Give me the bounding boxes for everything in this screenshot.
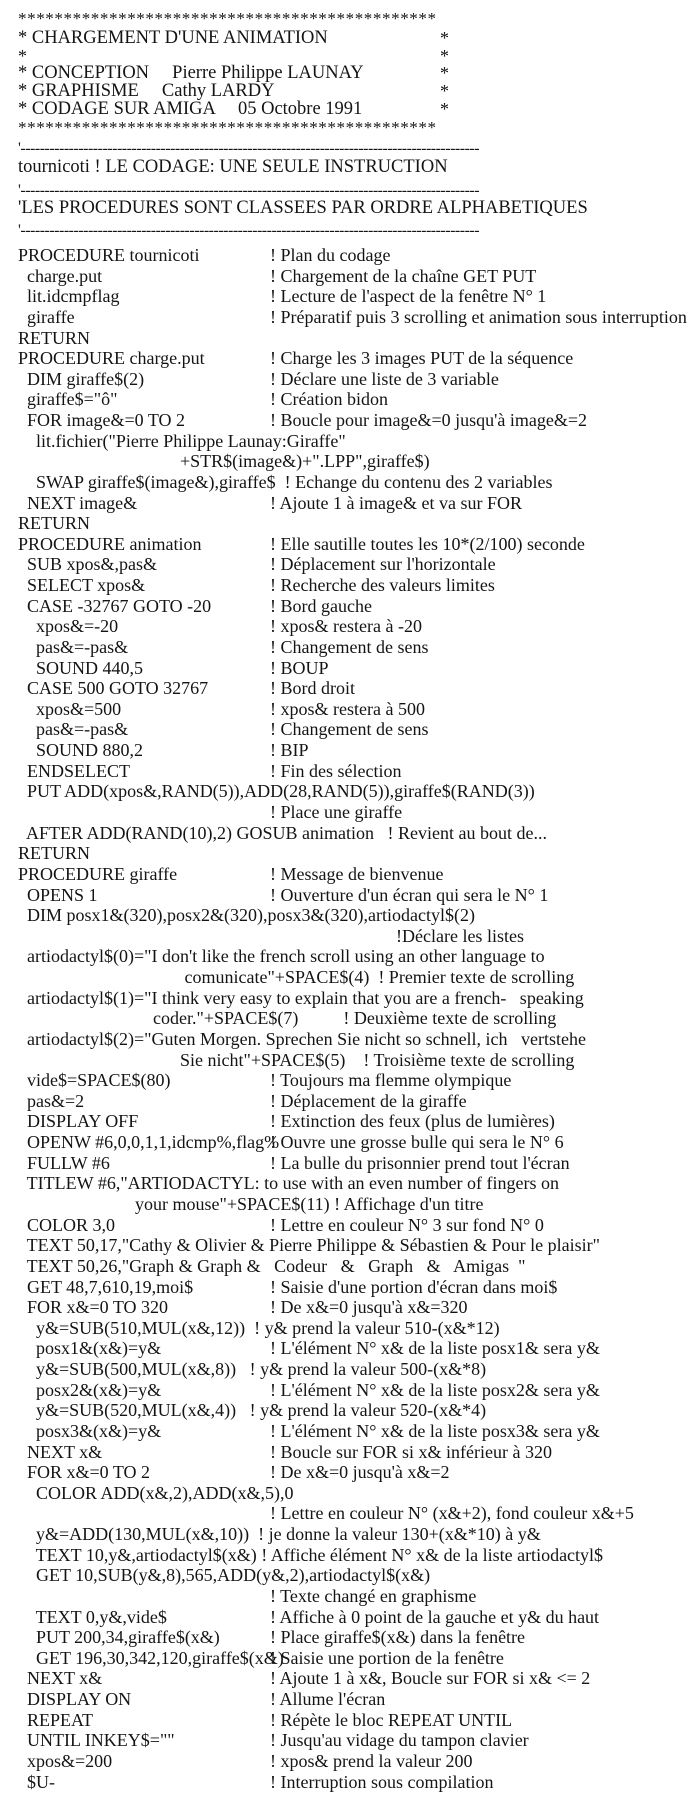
code-comment: ! Saisie une portion de la fenêtre: [270, 1647, 504, 1668]
code-comment: ! Création bidon: [270, 389, 388, 410]
code-text: FOR x&=0 TO 320: [18, 1297, 169, 1318]
code-comment: ! De x&=0 jusqu'à x&=320: [270, 1297, 468, 1318]
code-comment: ! Boucle sur FOR si x& inférieur à 320: [270, 1441, 552, 1462]
code-text: FOR image&=0 TO 2: [18, 410, 185, 431]
code-comment: ! Charge les 3 images PUT de la séquence: [270, 348, 574, 369]
code-comment: ! Ajoute 1 à x&, Boucle sur FOR si x& <= 2: [270, 1668, 591, 1689]
code-text: RETURN: [18, 843, 90, 864]
code-comment: ! BOUP: [270, 657, 329, 678]
code-text: y&=SUB(520,MUL(x&,4)) ! y& prend la valeur 520-(x&*4): [18, 1400, 487, 1421]
code-comment: ! Boucle pour image&=0 jusqu'à image&=2: [270, 410, 587, 431]
code-text: FOR x&=0 TO 2: [18, 1462, 151, 1483]
code-comment: ! Texte changé en graphisme: [270, 1585, 477, 1606]
code-comment: ! Déplacement de la giraffe: [270, 1090, 467, 1111]
code-text: NEXT image&: [18, 492, 138, 513]
code-text: ENDSELECT: [18, 760, 130, 781]
header-conception: * CONCEPTION Pierre Philippe LAUNAY: [18, 63, 364, 83]
code-comment: ! Chargement de la chaîne GET PUT: [270, 265, 537, 286]
header-codage: * CODAGE SUR AMIGA 05 Octobre 1991: [18, 99, 363, 119]
code-text: lit.idcmpflag: [18, 286, 120, 307]
code-text: pas&=2: [18, 1090, 85, 1111]
code-comment: ! L'élément N° x& de la liste posx3& sera y&: [270, 1420, 600, 1441]
code-text: y&=ADD(130,MUL(x&,10)) ! je donne la valeur 130+(x&*10) à y&: [18, 1524, 541, 1545]
code-comment: ! Ouverture d'un écran qui sera le N° 1: [270, 884, 549, 905]
separator-2: '-----------------------------------------------------------------------------------------------: [18, 182, 480, 199]
code-text: NEXT x&: [18, 1668, 103, 1689]
code-comment: ! Place une giraffe: [270, 802, 403, 822]
code-text: DIM posx1&(320),posx2&(320),posx3&(320),artiodactyl$(2): [18, 905, 475, 926]
code-text: y&=SUB(510,MUL(x&,12)) ! y& prend la valeur 510-(x&*12): [18, 1317, 500, 1338]
code-text: FULLW #6: [18, 1152, 110, 1173]
header-star-right-4: *: [440, 81, 449, 101]
code-comment: ! L'élément N° x& de la liste posx1& sera y&: [270, 1338, 600, 1359]
code-text: artiodactyl$(2)="Guten Morgen. Sprechen Sie nicht so schnell, ich vertstehe: [18, 1028, 587, 1049]
header-stars-bottom: **********************************************: [18, 118, 437, 137]
header-star-right-3: *: [440, 63, 449, 83]
code-text: PROCEDURE charge.put: [18, 348, 205, 369]
code-text: GET 48,7,610,19,moi$: [18, 1276, 194, 1297]
code-text: CASE -32767 GOTO -20: [18, 595, 212, 616]
code-comment: ! Lettre en couleur N° (x&+2), fond couleur x&+5: [270, 1503, 634, 1524]
code-text: y&=SUB(500,MUL(x&,8)) ! y& prend la valeur 500-(x&*8): [18, 1359, 487, 1380]
code-comment: ! Allume l'écran: [270, 1689, 386, 1710]
header-star-right-2: *: [440, 46, 449, 66]
code-comment: ! Bord gauche: [270, 595, 372, 616]
intro-classees: 'LES PROCEDURES SONT CLASSEES PAR ORDRE ALPHABETIQUES: [18, 198, 588, 218]
code-comment: ! Saisie d'une portion d'écran dans moi$: [270, 1276, 558, 1297]
code-comment: ! De x&=0 jusqu'à x&=2: [270, 1462, 450, 1483]
code-text: artiodactyl$(0)="I don't like the french scroll using an other language to: [18, 946, 545, 967]
code-text: PROCEDURE giraffe: [18, 863, 178, 884]
code-comment: ! Message de bienvenue: [270, 863, 444, 884]
code-comment: ! Elle sautille toutes les 10*(2/100) seconde: [270, 533, 585, 554]
code-text: posx1&(x&)=y&: [18, 1338, 162, 1359]
code-comment: ! Toujours ma flemme olympique: [270, 1070, 512, 1091]
code-text: xpos&=-20: [18, 616, 119, 637]
code-text: REPEAT: [18, 1709, 94, 1730]
code-text: SUB xpos&,pas&: [18, 554, 158, 575]
code-text: OPENW #6,0,0,1,1,idcmp%,flag%: [18, 1132, 280, 1153]
code-comment: ! Affiche à 0 point de la gauche et y& du haut: [270, 1606, 600, 1627]
code-comment: ! Préparatif puis 3 scrolling et animation sous interruption: [270, 306, 687, 327]
code-comment: ! Changement de sens: [270, 636, 429, 657]
code-comment: ! Lecture de l'aspect de la fenêtre N° 1: [270, 286, 547, 307]
code-comment: ! Déclare une liste de 3 variable: [270, 368, 499, 389]
code-text: PUT ADD(xpos&,RAND(5)),ADD(28,RAND(5)),giraffe$(RAND(3)): [18, 781, 535, 802]
code-comment: ! Répète le bloc REPEAT UNTIL: [270, 1709, 513, 1730]
code-text: AFTER ADD(RAND(10),2) GOSUB animation ! Revient au bout de...: [18, 822, 547, 843]
code-comment: ! Extinction des feux (plus de lumières): [270, 1111, 555, 1132]
code-text: RETURN: [18, 513, 90, 534]
code-comment: ! Interruption sous compilation: [270, 1771, 494, 1792]
code-text: xpos&=500: [18, 698, 122, 719]
code-comment: ! Bord droit: [270, 678, 355, 699]
code-text: vide$=SPACE$(80): [18, 1070, 171, 1091]
separator-1: '-----------------------------------------------------------------------------------------------: [18, 140, 480, 157]
code-text: coder."+SPACE$(7) ! Deuxième texte de scrolling: [18, 1008, 557, 1029]
code-comment: !Déclare les listes: [270, 925, 524, 946]
code-comment: ! Changement de sens: [270, 719, 429, 740]
code-text: $U-: [18, 1771, 55, 1792]
code-text: COLOR ADD(x&,2),ADD(x&,5),0: [18, 1482, 294, 1503]
code-comment: ! L'élément N° x& de la liste posx2& sera y&: [270, 1379, 600, 1400]
header-blank-line: *: [18, 46, 27, 66]
code-text: +STR$(image&)+".LPP",giraffe$): [18, 451, 430, 472]
code-text: SOUND 880,2: [18, 740, 144, 761]
code-text: artiodactyl$(1)="I think very easy to explain that you are a french- speaking: [18, 987, 584, 1008]
code-text: posx3&(x&)=y&: [18, 1420, 162, 1441]
code-text: pas&=-pas&: [18, 636, 129, 657]
code-text: GET 196,30,342,120,giraffe$(x&): [18, 1647, 284, 1668]
header-star-right-5: *: [440, 99, 449, 119]
code-text: comunicate"+SPACE$(4) ! Premier texte de scrolling: [18, 967, 575, 988]
code-text: PROCEDURE animation: [18, 533, 202, 554]
code-comment: ! Recherche des valeurs limites: [270, 575, 495, 596]
header-stars-top: **********************************************: [18, 9, 437, 28]
code-text: charge.put: [18, 265, 103, 286]
code-text: lit.fichier("Pierre Philippe Launay:Giraffe": [18, 430, 346, 451]
code-text: SOUND 440,5: [18, 657, 144, 678]
code-text: giraffe: [18, 306, 75, 327]
code-comment: ! xpos& restera à -20: [270, 616, 422, 637]
code-text: COLOR 3,0: [18, 1214, 116, 1235]
code-text: PUT 200,34,giraffe$(x&): [18, 1627, 220, 1648]
code-text: TEXT 50,26,"Graph & Graph & Codeur & Graph & Amigas ": [18, 1255, 526, 1276]
code-comment: ! Ouvre une grosse bulle qui sera le N° 6: [270, 1132, 564, 1153]
code-comment: ! Lettre en couleur N° 3 sur fond N° 0: [270, 1214, 544, 1235]
code-text: GET 10,SUB(y&,8),565,ADD(y&,2),artiodactyl$(x&): [18, 1565, 431, 1586]
code-comment: ! xpos& restera à 500: [270, 698, 425, 719]
code-text: TEXT 50,17,"Cathy & Olivier & Pierre Philippe & Sébastien & Pour le plaisir": [18, 1235, 600, 1256]
code-comment: ! xpos& prend la valeur 200: [270, 1750, 473, 1771]
code-text: UNTIL INKEY$="": [18, 1730, 175, 1751]
code-comment: ! Fin des sélection: [270, 760, 402, 781]
code-text: xpos&=200: [18, 1750, 113, 1771]
code-text: TITLEW #6,"ARTIODACTYL: to use with an even number of fingers on: [18, 1173, 559, 1194]
code-text: RETURN: [18, 327, 90, 348]
header-star-right-1: *: [440, 28, 449, 48]
code-text: DISPLAY OFF: [18, 1111, 139, 1132]
code-text: your mouse"+SPACE$(11) ! Affichage d'un titre: [18, 1193, 484, 1214]
code-text: pas&=-pas&: [18, 719, 129, 740]
code-comment: ! La bulle du prisonnier prend tout l'écran: [270, 1152, 570, 1173]
code-comment: ! Jusqu'au vidage du tampon clavier: [270, 1730, 529, 1751]
code-text: DIM giraffe$(2): [18, 368, 145, 389]
code-comment: ! Ajoute 1 à image& et va sur FOR: [270, 492, 522, 513]
code-text: CASE 500 GOTO 32767: [18, 678, 209, 699]
header-title: * CHARGEMENT D'UNE ANIMATION: [18, 28, 328, 48]
code-text: OPENS 1: [18, 884, 98, 905]
code-comment: ! Plan du codage: [270, 245, 391, 265]
code-text: SELECT xpos&: [18, 575, 146, 596]
code-comment: ! Place giraffe$(x&) dans la fenêtre: [270, 1627, 526, 1648]
code-text: PROCEDURE tournicoti: [18, 245, 200, 265]
code-text: SWAP giraffe$(image&),giraffe$ ! Echange du contenu des 2 variables: [18, 471, 553, 492]
code-text: DISPLAY ON: [18, 1689, 132, 1710]
code-comment: ! Déplacement sur l'horizontale: [270, 554, 496, 575]
code-text: NEXT x&: [18, 1441, 103, 1462]
code-text: TEXT 10,y&,artiodactyl$(x&) ! Affiche élément N° x& de la liste artiodactyl$: [18, 1544, 604, 1565]
code-text: posx2&(x&)=y&: [18, 1379, 162, 1400]
intro-codage: tournicoti ! LE CODAGE: UNE SEULE INSTRUCTION: [18, 157, 448, 177]
separator-3: '-----------------------------------------------------------------------------------------------: [18, 222, 480, 239]
code-text: TEXT 0,y&,vide$: [18, 1606, 167, 1627]
code-text: giraffe$="ô": [18, 389, 118, 410]
code-comment: ! BIP: [270, 740, 309, 761]
header-graphisme: * GRAPHISME Cathy LARDY: [18, 81, 275, 101]
code-text: Sie nicht"+SPACE$(5) ! Troisième texte de scrolling: [18, 1049, 575, 1070]
